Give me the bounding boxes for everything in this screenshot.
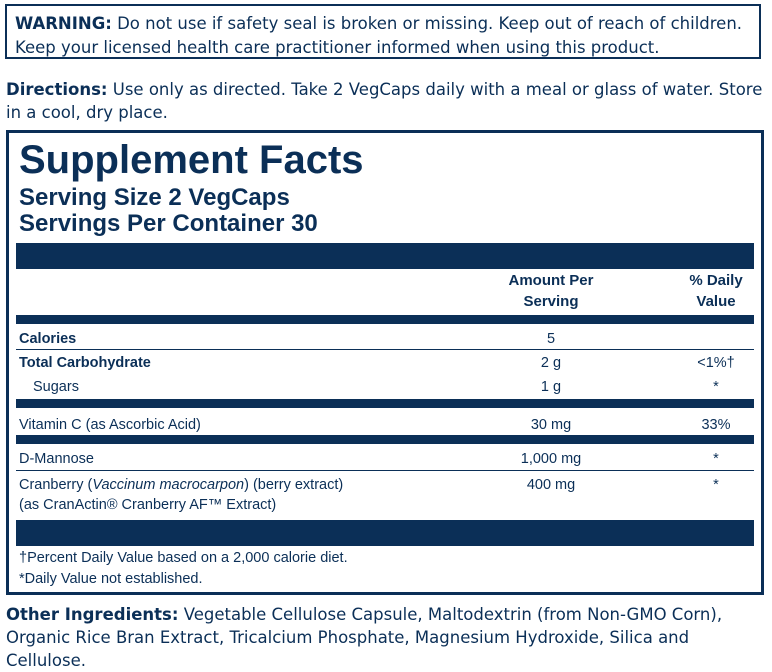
warning-label: WARNING: — [15, 14, 112, 33]
daily-value-header: % Daily Value — [689, 272, 743, 310]
nutrient-amount: 400 mg — [526, 477, 576, 493]
nutrient-name: Total Carbohydrate — [19, 355, 151, 371]
footnote-dv-not-established: *Daily Value not established. — [19, 571, 203, 587]
nutrient-amount: 1 g — [540, 379, 562, 395]
nutrient-amount: 30 mg — [530, 417, 572, 433]
other-ingredients — [6, 603, 768, 672]
nutrient-name: Vitamin C (as Ascorbic Acid) — [19, 417, 201, 433]
nutrient-name: Calories — [19, 331, 77, 347]
nutrient-amount: 2 g — [540, 355, 562, 371]
nutrient-dv: <1%† — [697, 355, 735, 371]
other-ingredients-label: Other Ingredients: — [6, 605, 179, 624]
warning-text: Do not use if safety seal is broken or missing. Keep out of reach of children. Keep your licensed health care practitioner informed when using this product. — [15, 14, 743, 57]
nutrient-name: Sugars — [33, 379, 79, 395]
nutrient-dv: * — [713, 451, 719, 467]
nutrient-amount: 1,000 mg — [520, 451, 582, 467]
nutrient-name: D-Mannose — [19, 451, 94, 467]
nutrient-name-detail: (as CranActin® Cranberry AF™ Extract) — [19, 497, 277, 513]
nutrient-dv: * — [713, 477, 719, 493]
nutrient-dv: * — [713, 379, 719, 395]
supplement-facts-panel — [6, 130, 764, 595]
directions-text: Use only as directed. Take 2 VegCaps daily with a meal or glass of water. Store in a cool, dry place. — [6, 80, 763, 122]
serving-size: Serving Size 2 VegCaps — [19, 184, 290, 211]
warning-box — [5, 4, 761, 59]
footer-bar — [16, 520, 754, 546]
other-ingredients-text: Vegetable Cellulose Capsule, Maltodextrin (from Non-GMO Corn), Organic Rice Bran Extract, Tricalcium Phosphate, Magnesium Hydroxide, Silica and Cellulose. — [6, 605, 723, 670]
thick-divider — [16, 435, 754, 444]
nutrient-amount: 5 — [546, 331, 556, 347]
thick-divider — [16, 315, 754, 324]
nutrient-name: Cranberry (Vaccinum macrocarpon) (berry extract) — [19, 477, 344, 493]
amount-per-serving-header: Amount Per Serving — [508, 272, 594, 310]
row-divider — [16, 470, 754, 471]
directions-label: Directions: — [6, 80, 108, 99]
directions-text-block — [6, 78, 766, 124]
table-row — [16, 476, 754, 518]
row-divider — [16, 349, 754, 350]
nutrient-dv: 33% — [701, 417, 731, 433]
thick-divider — [16, 399, 754, 408]
supplement-facts-title: Supplement Facts — [19, 138, 364, 182]
header-bar — [16, 243, 754, 269]
servings-per-container: Servings Per Container 30 — [19, 210, 318, 237]
footnote-percent-dv: †Percent Daily Value based on a 2,000 calorie diet. — [19, 550, 348, 566]
